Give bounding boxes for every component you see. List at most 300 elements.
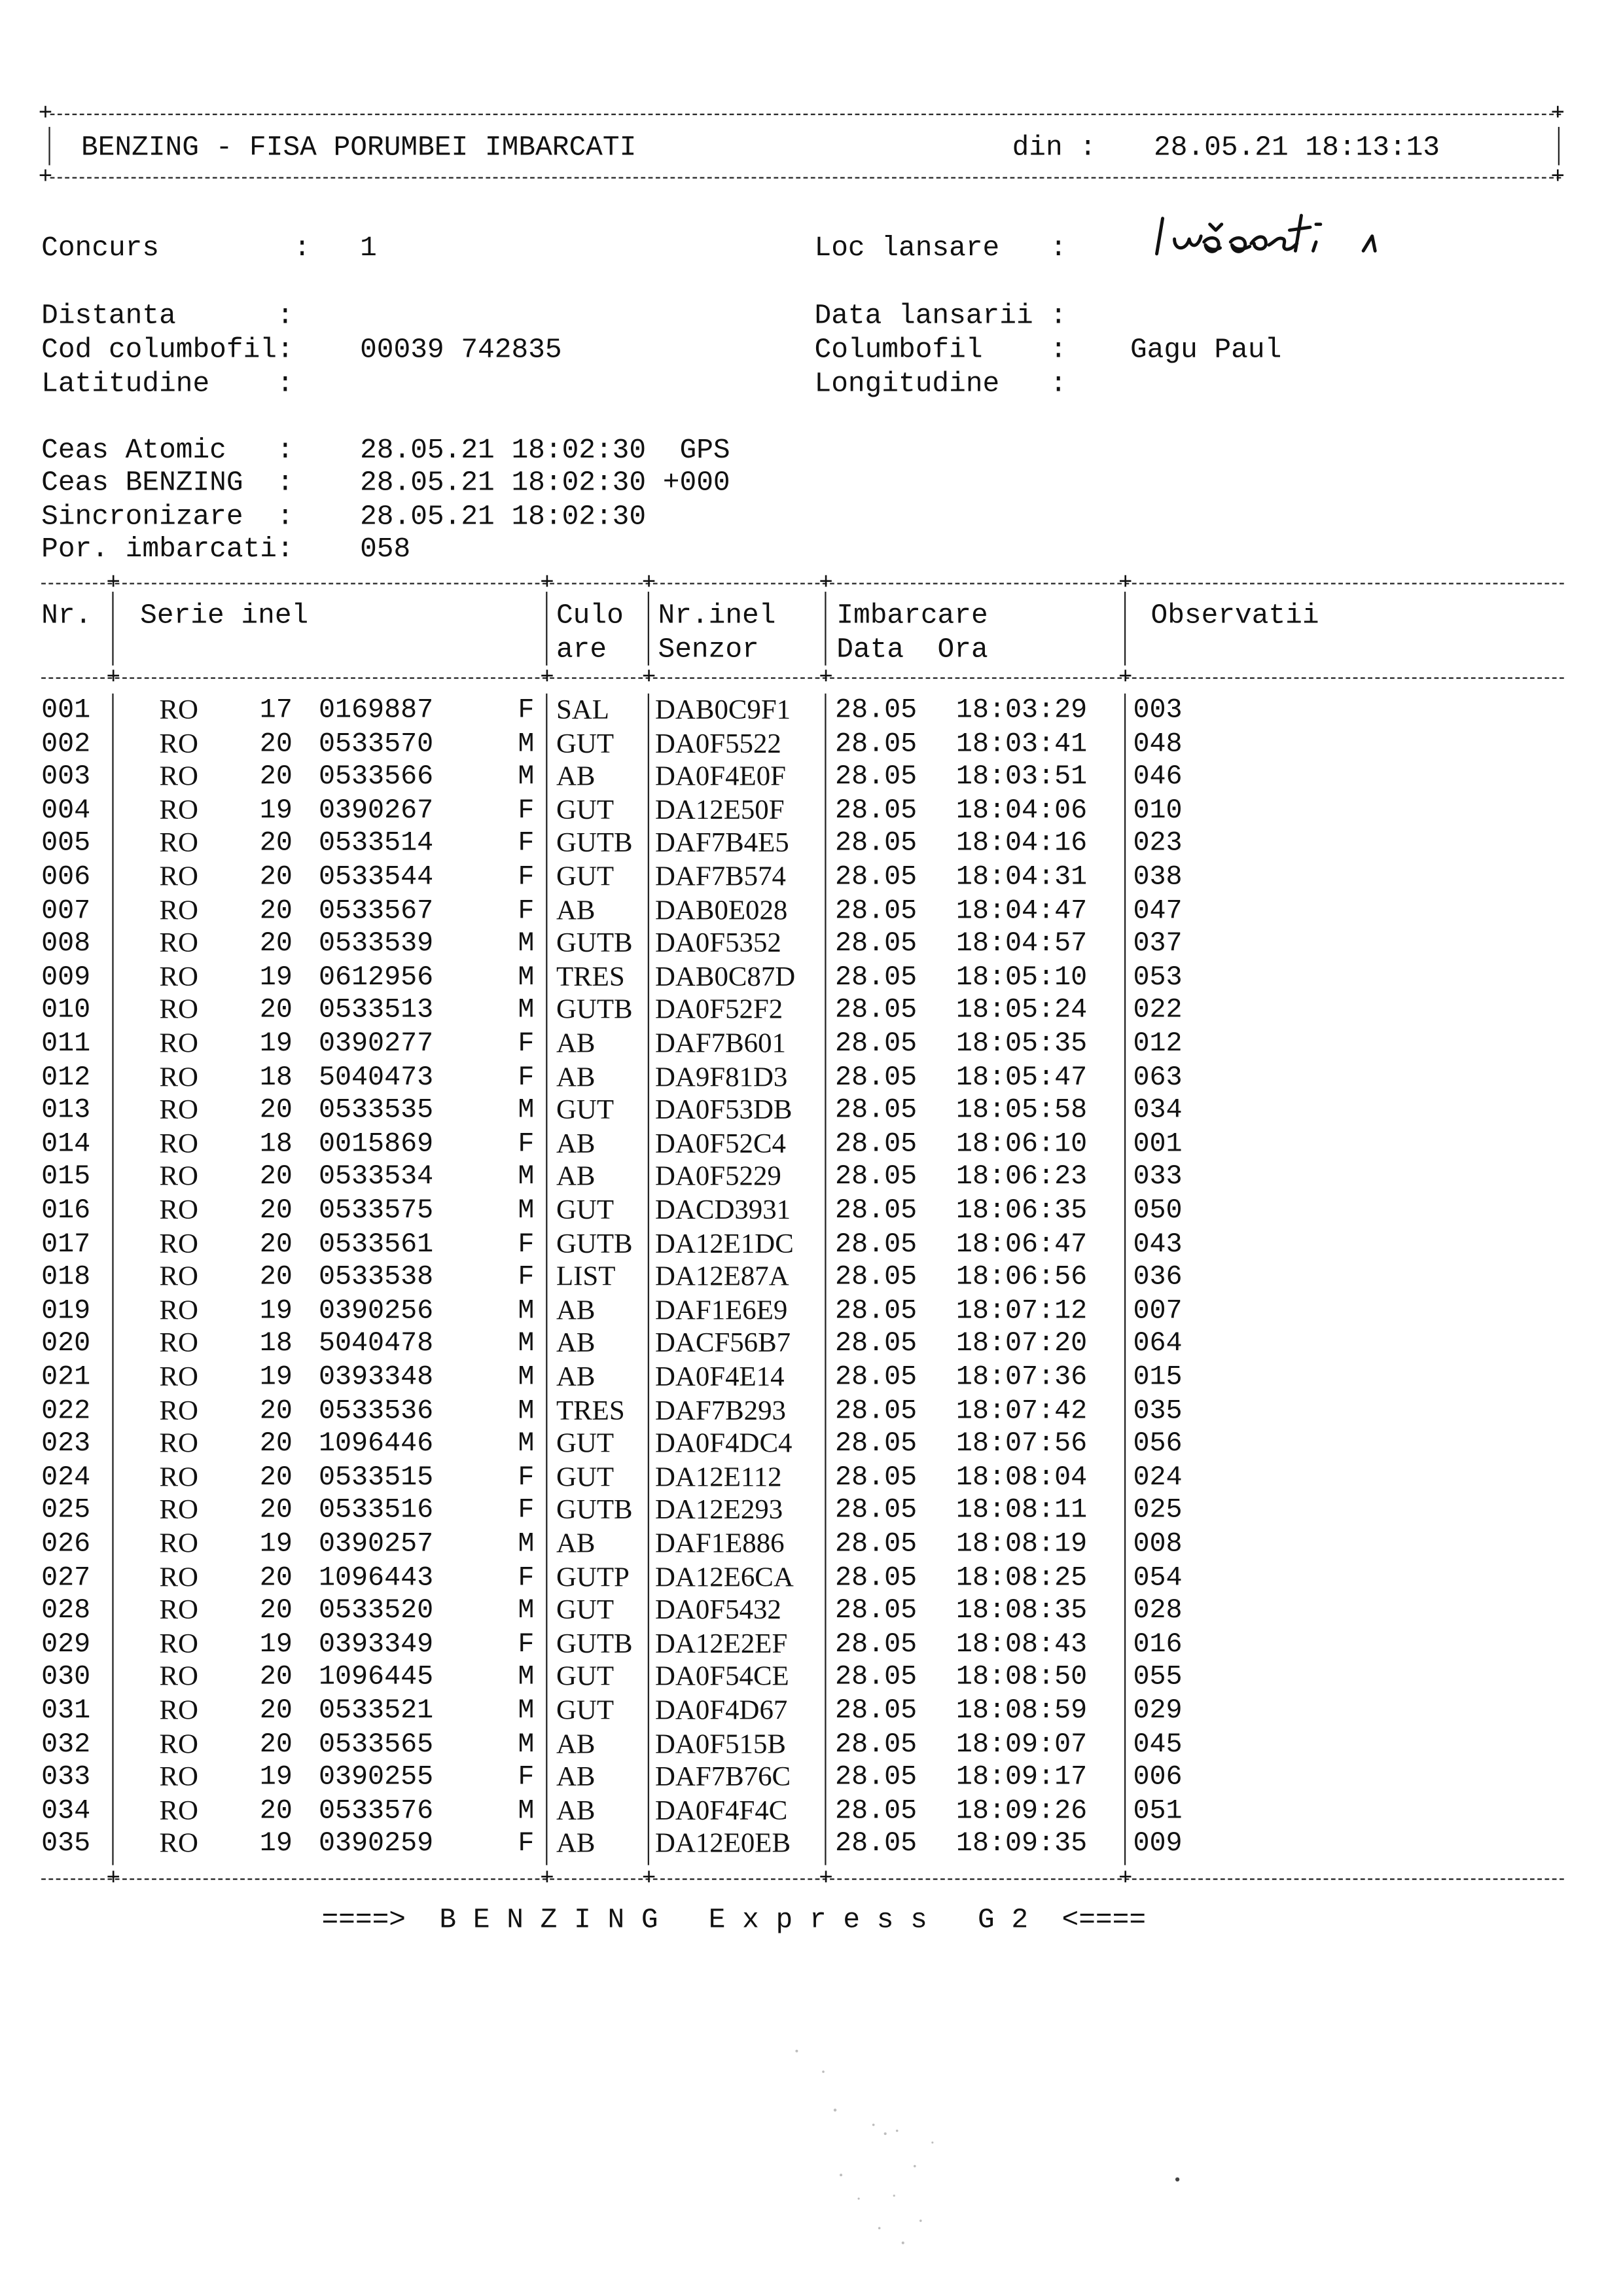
table-rule bbox=[41, 1878, 1564, 1880]
row-ring-number: 0533514 bbox=[318, 828, 434, 859]
row-year: 18 bbox=[259, 1128, 293, 1160]
row-year: 20 bbox=[259, 828, 293, 859]
row-date: 28.05 bbox=[835, 1595, 918, 1626]
table-row bbox=[0, 1329, 1623, 1362]
row-nr: 006 bbox=[41, 861, 91, 893]
row-sex: M bbox=[518, 928, 535, 960]
row-color: AB bbox=[556, 1162, 596, 1193]
row-nr: 001 bbox=[41, 694, 91, 726]
concurs-label: Concurs : bbox=[41, 231, 311, 264]
row-ring-number: 0533544 bbox=[318, 861, 434, 893]
row-sex: M bbox=[518, 1095, 535, 1126]
table-row bbox=[0, 1729, 1623, 1762]
row-sensor: DA12E87A bbox=[654, 1262, 789, 1293]
row-nr: 012 bbox=[41, 1062, 91, 1093]
row-country: RO bbox=[159, 761, 199, 793]
row-color: AB bbox=[556, 1028, 596, 1060]
row-date: 28.05 bbox=[835, 1128, 918, 1160]
row-year: 20 bbox=[259, 1495, 293, 1527]
row-year: 19 bbox=[259, 1028, 293, 1060]
row-country: RO bbox=[159, 1295, 199, 1327]
row-sensor: DAB0C87D bbox=[654, 961, 796, 993]
row-obs: 055 bbox=[1133, 1662, 1183, 1693]
row-nr: 004 bbox=[41, 795, 91, 827]
row-color: AB bbox=[556, 1295, 596, 1327]
row-year: 20 bbox=[259, 895, 293, 926]
row-year: 20 bbox=[259, 728, 293, 760]
row-sex: M bbox=[518, 1295, 535, 1327]
row-ring-number: 0533561 bbox=[318, 1229, 434, 1260]
row-sensor: DA0F4DC4 bbox=[654, 1428, 793, 1460]
header-corner: + bbox=[1550, 164, 1565, 190]
table-row bbox=[0, 1162, 1623, 1195]
row-ring-number: 0533535 bbox=[318, 1095, 434, 1126]
row-sensor: DA12E2EF bbox=[654, 1628, 788, 1660]
concurs-value: 1 bbox=[360, 231, 377, 264]
row-country: RO bbox=[159, 1262, 199, 1293]
row-color: AB bbox=[556, 1128, 596, 1160]
row-time: 18:08:19 bbox=[955, 1528, 1088, 1560]
row-sensor: DAF7B601 bbox=[654, 1028, 786, 1060]
row-nr: 002 bbox=[41, 728, 91, 760]
row-color: AB bbox=[556, 1795, 596, 1827]
table-row bbox=[0, 795, 1623, 829]
row-time: 18:08:50 bbox=[955, 1662, 1088, 1693]
row-year: 20 bbox=[259, 1229, 293, 1260]
row-obs: 029 bbox=[1133, 1695, 1183, 1727]
row-country: RO bbox=[159, 1528, 199, 1560]
row-sex: M bbox=[518, 1662, 535, 1693]
row-date: 28.05 bbox=[835, 995, 918, 1026]
row-year: 20 bbox=[259, 928, 293, 960]
table-rule-joint: + bbox=[1118, 664, 1133, 691]
row-color: GUTB bbox=[556, 928, 633, 960]
row-country: RO bbox=[159, 1195, 199, 1227]
row-color: AB bbox=[556, 1062, 596, 1093]
row-year: 20 bbox=[259, 1428, 293, 1460]
row-year: 18 bbox=[259, 1062, 293, 1093]
row-date: 28.05 bbox=[835, 761, 918, 793]
row-date: 28.05 bbox=[835, 1562, 918, 1593]
row-obs: 024 bbox=[1133, 1462, 1183, 1494]
row-date: 28.05 bbox=[835, 1095, 918, 1126]
row-year: 18 bbox=[259, 1328, 293, 1360]
row-color: GUTB bbox=[556, 1628, 633, 1660]
row-obs: 037 bbox=[1133, 928, 1183, 960]
table-row bbox=[0, 1062, 1623, 1095]
table-row bbox=[0, 1128, 1623, 1162]
row-country: RO bbox=[159, 1662, 199, 1693]
row-time: 18:06:35 bbox=[955, 1195, 1088, 1227]
row-date: 28.05 bbox=[835, 1428, 918, 1460]
row-date: 28.05 bbox=[835, 1262, 918, 1293]
col-header-observatii: Observatii bbox=[1150, 599, 1319, 632]
row-time: 18:06:23 bbox=[955, 1162, 1088, 1193]
row-nr: 007 bbox=[41, 895, 91, 926]
row-nr: 025 bbox=[41, 1495, 91, 1527]
latitudine-label: Latitudine : bbox=[41, 367, 294, 400]
row-year: 20 bbox=[259, 761, 293, 793]
row-sensor: DAF7B293 bbox=[654, 1395, 786, 1427]
row-year: 19 bbox=[259, 1295, 293, 1327]
row-date: 28.05 bbox=[835, 795, 918, 827]
table-row bbox=[0, 1195, 1623, 1229]
row-time: 18:06:10 bbox=[955, 1128, 1088, 1160]
row-color: TRES bbox=[556, 961, 625, 993]
row-sensor: DAF7B4E5 bbox=[654, 828, 789, 859]
row-year: 19 bbox=[259, 1628, 293, 1660]
cod-columbofil-label: Cod columbofil: bbox=[41, 333, 294, 367]
row-ring-number: 0390256 bbox=[318, 1295, 434, 1327]
table-row bbox=[0, 1362, 1623, 1395]
row-ring-number: 1096446 bbox=[318, 1428, 434, 1460]
header-corner: + bbox=[38, 164, 53, 190]
table-row bbox=[0, 1262, 1623, 1295]
table-rule-joint: + bbox=[106, 664, 120, 691]
row-year: 20 bbox=[259, 1162, 293, 1193]
row-ring-number: 0169887 bbox=[318, 694, 434, 726]
table-rule-joint: + bbox=[1118, 1865, 1133, 1892]
row-year: 20 bbox=[259, 1562, 293, 1593]
row-date: 28.05 bbox=[835, 1328, 918, 1360]
table-row bbox=[0, 929, 1623, 962]
row-obs: 001 bbox=[1133, 1128, 1183, 1160]
row-date: 28.05 bbox=[835, 1795, 918, 1827]
row-sex: F bbox=[518, 1229, 535, 1260]
row-date: 28.05 bbox=[835, 1195, 918, 1227]
row-country: RO bbox=[159, 1328, 199, 1360]
row-year: 20 bbox=[259, 1595, 293, 1626]
row-ring-number: 0533538 bbox=[318, 1262, 434, 1293]
table-row bbox=[0, 1695, 1623, 1729]
row-sex: M bbox=[518, 1729, 535, 1760]
footer-brand: ====> B E N Z I N G E x p r e s s G 2 <==== bbox=[321, 1903, 1147, 1936]
row-date: 28.05 bbox=[835, 1462, 918, 1494]
table-row bbox=[0, 728, 1623, 762]
loc-lansare-label: Loc lansare : bbox=[814, 231, 1067, 264]
row-sensor: DAF7B76C bbox=[654, 1762, 791, 1793]
row-obs: 047 bbox=[1133, 895, 1183, 926]
row-year: 20 bbox=[259, 1662, 293, 1693]
row-ring-number: 5040478 bbox=[318, 1328, 434, 1360]
row-color: GUTB bbox=[556, 828, 633, 859]
row-color: GUT bbox=[556, 728, 615, 760]
row-country: RO bbox=[159, 995, 199, 1026]
row-nr: 023 bbox=[41, 1428, 91, 1460]
row-nr: 005 bbox=[41, 828, 91, 859]
row-nr: 016 bbox=[41, 1195, 91, 1227]
row-nr: 010 bbox=[41, 995, 91, 1026]
distanta-label: Distanta : bbox=[41, 299, 294, 332]
table-row bbox=[0, 1028, 1623, 1062]
row-time: 18:08:35 bbox=[955, 1595, 1088, 1626]
row-ring-number: 0612956 bbox=[318, 961, 434, 993]
row-country: RO bbox=[159, 1395, 199, 1427]
sincronizare-label: Sincronizare : bbox=[41, 500, 294, 533]
row-sex: M bbox=[518, 1428, 535, 1460]
row-date: 28.05 bbox=[835, 1762, 918, 1793]
row-country: RO bbox=[159, 1595, 199, 1626]
table-row bbox=[0, 1596, 1623, 1629]
row-color: GUT bbox=[556, 1195, 615, 1227]
row-country: RO bbox=[159, 1462, 199, 1494]
date-value: 28.05.21 18:13:13 bbox=[1154, 131, 1440, 164]
row-nr: 030 bbox=[41, 1662, 91, 1693]
row-sensor: DA12E1DC bbox=[654, 1229, 794, 1260]
row-obs: 003 bbox=[1133, 694, 1183, 726]
row-obs: 028 bbox=[1133, 1595, 1183, 1626]
row-country: RO bbox=[159, 928, 199, 960]
row-date: 28.05 bbox=[835, 828, 918, 859]
row-date: 28.05 bbox=[835, 895, 918, 926]
row-time: 18:05:47 bbox=[955, 1062, 1088, 1093]
row-year: 20 bbox=[259, 1395, 293, 1427]
row-sensor: DA12E0EB bbox=[654, 1829, 791, 1860]
row-sex: F bbox=[518, 895, 535, 926]
table-rule bbox=[41, 677, 1564, 679]
row-sensor: DA0F4E0F bbox=[654, 761, 786, 793]
table-rule-joint: + bbox=[641, 664, 656, 691]
row-sensor: DA0F5229 bbox=[654, 1162, 781, 1193]
row-sensor: DA0F5352 bbox=[654, 928, 781, 960]
row-nr: 029 bbox=[41, 1628, 91, 1660]
row-date: 28.05 bbox=[835, 1495, 918, 1527]
row-year: 20 bbox=[259, 861, 293, 893]
row-obs: 063 bbox=[1133, 1062, 1183, 1093]
table-row bbox=[0, 1529, 1623, 1562]
row-sex: F bbox=[518, 1562, 535, 1593]
ceas-atomic-value: 28.05.21 18:02:30 GPS bbox=[360, 433, 730, 467]
row-date: 28.05 bbox=[835, 1528, 918, 1560]
row-date: 28.05 bbox=[835, 961, 918, 993]
table-row bbox=[0, 961, 1623, 995]
row-date: 28.05 bbox=[835, 728, 918, 760]
row-ring-number: 1096443 bbox=[318, 1562, 434, 1593]
row-time: 18:08:11 bbox=[955, 1495, 1088, 1527]
col-header-data-ora: Data Ora bbox=[836, 633, 988, 666]
table-row bbox=[0, 762, 1623, 795]
row-nr: 017 bbox=[41, 1229, 91, 1260]
column-separator bbox=[1124, 592, 1126, 666]
row-country: RO bbox=[159, 1795, 199, 1827]
row-date: 28.05 bbox=[835, 1695, 918, 1727]
table-row bbox=[0, 1629, 1623, 1662]
row-sex: M bbox=[518, 1528, 535, 1560]
row-country: RO bbox=[159, 1162, 199, 1193]
por-imbarcati-value: 058 bbox=[360, 532, 411, 565]
row-color: GUT bbox=[556, 795, 615, 827]
row-sensor: DA12E6CA bbox=[654, 1562, 794, 1593]
row-obs: 051 bbox=[1133, 1795, 1183, 1827]
row-ring-number: 5040473 bbox=[318, 1062, 434, 1093]
row-color: AB bbox=[556, 1829, 596, 1860]
row-time: 18:04:16 bbox=[955, 828, 1088, 859]
row-date: 28.05 bbox=[835, 861, 918, 893]
longitudine-label: Longitudine : bbox=[814, 367, 1067, 400]
row-obs: 009 bbox=[1133, 1829, 1183, 1860]
row-obs: 053 bbox=[1133, 961, 1183, 993]
row-obs: 045 bbox=[1133, 1729, 1183, 1760]
row-sex: M bbox=[518, 728, 535, 760]
row-sex: M bbox=[518, 1361, 535, 1393]
row-date: 28.05 bbox=[835, 928, 918, 960]
row-nr: 033 bbox=[41, 1762, 91, 1793]
row-ring-number: 0533536 bbox=[318, 1395, 434, 1427]
row-year: 17 bbox=[259, 694, 293, 726]
row-country: RO bbox=[159, 795, 199, 827]
row-sex: F bbox=[518, 795, 535, 827]
row-nr: 008 bbox=[41, 928, 91, 960]
row-obs: 056 bbox=[1133, 1428, 1183, 1460]
column-separator bbox=[546, 592, 547, 666]
row-sex: M bbox=[518, 1395, 535, 1427]
row-sex: M bbox=[518, 1595, 535, 1626]
row-country: RO bbox=[159, 1229, 199, 1260]
table-row bbox=[0, 1762, 1623, 1795]
row-color: GUT bbox=[556, 1595, 615, 1626]
row-date: 28.05 bbox=[835, 1162, 918, 1193]
row-time: 18:04:31 bbox=[955, 861, 1088, 893]
row-obs: 016 bbox=[1133, 1628, 1183, 1660]
row-time: 18:05:10 bbox=[955, 961, 1088, 993]
row-obs: 007 bbox=[1133, 1295, 1183, 1327]
row-time: 18:07:36 bbox=[955, 1361, 1088, 1393]
row-nr: 014 bbox=[41, 1128, 91, 1160]
row-country: RO bbox=[159, 1428, 199, 1460]
row-date: 28.05 bbox=[835, 1662, 918, 1693]
row-sensor: DA0F4E14 bbox=[654, 1361, 785, 1393]
row-country: RO bbox=[159, 1762, 199, 1793]
row-ring-number: 0533516 bbox=[318, 1495, 434, 1527]
row-obs: 046 bbox=[1133, 761, 1183, 793]
row-obs: 015 bbox=[1133, 1361, 1183, 1393]
row-obs: 033 bbox=[1133, 1162, 1183, 1193]
row-nr: 020 bbox=[41, 1328, 91, 1360]
row-time: 18:07:12 bbox=[955, 1295, 1088, 1327]
row-country: RO bbox=[159, 961, 199, 993]
row-country: RO bbox=[159, 1095, 199, 1126]
row-country: RO bbox=[159, 1062, 199, 1093]
row-ring-number: 0533565 bbox=[318, 1729, 434, 1760]
row-color: GUTB bbox=[556, 995, 633, 1026]
row-time: 18:03:41 bbox=[955, 728, 1088, 760]
table-rule-joint: + bbox=[1118, 569, 1133, 596]
row-sex: F bbox=[518, 1628, 535, 1660]
row-nr: 021 bbox=[41, 1361, 91, 1393]
table-row bbox=[0, 995, 1623, 1028]
table-rule-joint: + bbox=[641, 569, 656, 596]
row-time: 18:03:29 bbox=[955, 694, 1088, 726]
table-row bbox=[0, 1295, 1623, 1329]
cod-columbofil-value: 00039 742835 bbox=[360, 333, 562, 367]
row-color: AB bbox=[556, 895, 596, 926]
row-country: RO bbox=[159, 1361, 199, 1393]
col-header-nr: Nr. bbox=[41, 599, 92, 632]
col-header-senzor: Senzor bbox=[658, 633, 759, 666]
row-sex: F bbox=[518, 1062, 535, 1093]
row-country: RO bbox=[159, 1729, 199, 1760]
row-date: 28.05 bbox=[835, 1062, 918, 1093]
row-time: 18:04:57 bbox=[955, 928, 1088, 960]
row-country: RO bbox=[159, 1829, 199, 1860]
row-year: 20 bbox=[259, 1795, 293, 1827]
row-color: SAL bbox=[556, 694, 609, 726]
row-ring-number: 0533534 bbox=[318, 1162, 434, 1193]
row-color: GUT bbox=[556, 1662, 615, 1693]
row-sex: F bbox=[518, 1262, 535, 1293]
row-color: AB bbox=[556, 1328, 596, 1360]
col-header-culoare: Culo bbox=[556, 599, 624, 632]
ceas-benzing-value: 28.05.21 18:02:30 +000 bbox=[360, 466, 730, 499]
row-color: GUT bbox=[556, 1428, 615, 1460]
row-ring-number: 0390259 bbox=[318, 1829, 434, 1860]
row-ring-number: 0390267 bbox=[318, 795, 434, 827]
row-country: RO bbox=[159, 1128, 199, 1160]
row-country: RO bbox=[159, 895, 199, 926]
row-obs: 008 bbox=[1133, 1528, 1183, 1560]
row-country: RO bbox=[159, 1562, 199, 1593]
row-ring-number: 0533539 bbox=[318, 928, 434, 960]
row-obs: 034 bbox=[1133, 1095, 1183, 1126]
row-date: 28.05 bbox=[835, 694, 918, 726]
row-date: 28.05 bbox=[835, 1729, 918, 1760]
row-ring-number: 0393348 bbox=[318, 1361, 434, 1393]
row-time: 18:04:47 bbox=[955, 895, 1088, 926]
row-ring-number: 0533570 bbox=[318, 728, 434, 760]
table-row bbox=[0, 695, 1623, 728]
row-nr: 026 bbox=[41, 1528, 91, 1560]
row-year: 19 bbox=[259, 1361, 293, 1393]
row-sex: F bbox=[518, 861, 535, 893]
row-date: 28.05 bbox=[835, 1395, 918, 1427]
row-color: GUT bbox=[556, 1095, 615, 1126]
row-sensor: DACD3931 bbox=[654, 1195, 791, 1227]
row-obs: 038 bbox=[1133, 861, 1183, 893]
row-time: 18:09:17 bbox=[955, 1762, 1088, 1793]
row-date: 28.05 bbox=[835, 1229, 918, 1260]
row-date: 28.05 bbox=[835, 1628, 918, 1660]
row-obs: 022 bbox=[1133, 995, 1183, 1026]
row-sensor: DA12E50F bbox=[654, 795, 785, 827]
table-row bbox=[0, 1662, 1623, 1695]
row-nr: 034 bbox=[41, 1795, 91, 1827]
row-year: 20 bbox=[259, 1695, 293, 1727]
row-nr: 022 bbox=[41, 1395, 91, 1427]
row-obs: 012 bbox=[1133, 1028, 1183, 1060]
table-rule-joint: + bbox=[819, 569, 833, 596]
row-time: 18:07:20 bbox=[955, 1328, 1088, 1360]
table-row bbox=[0, 1829, 1623, 1862]
row-obs: 025 bbox=[1133, 1495, 1183, 1527]
ceas-benzing-label: Ceas BENZING : bbox=[41, 466, 294, 499]
row-nr: 011 bbox=[41, 1028, 91, 1060]
row-sensor: DAF1E886 bbox=[654, 1528, 785, 1560]
row-color: AB bbox=[556, 1528, 596, 1560]
row-time: 18:08:59 bbox=[955, 1695, 1088, 1727]
row-sensor: DA0F515B bbox=[654, 1729, 786, 1760]
table-row bbox=[0, 1095, 1623, 1128]
row-sex: F bbox=[518, 1028, 535, 1060]
row-sensor: DA0F4F4C bbox=[654, 1795, 788, 1827]
table-rule-joint: + bbox=[540, 664, 554, 691]
row-sex: F bbox=[518, 694, 535, 726]
row-sensor: DA9F81D3 bbox=[654, 1062, 788, 1093]
row-sex: F bbox=[518, 1495, 535, 1527]
row-ring-number: 0390255 bbox=[318, 1762, 434, 1793]
row-nr: 035 bbox=[41, 1829, 91, 1860]
table-row bbox=[0, 1795, 1623, 1829]
header-corner: + bbox=[1550, 100, 1565, 127]
